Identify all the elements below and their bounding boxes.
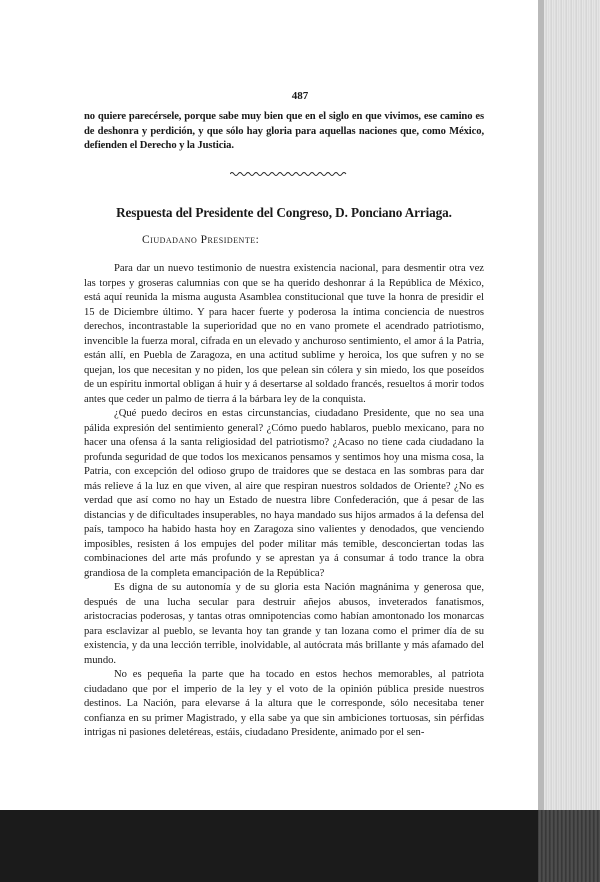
salutation: Ciudadano Presidente: — [142, 234, 260, 246]
speech-body — [84, 262, 484, 741]
intro-paragraph — [84, 110, 484, 154]
paragraph: Para dar un nuevo testimonio de nuestra existencia nacional, para desmentir otra vez las torpes y groseras calumnias con que se ha querido deshonrar á la República de México, está aquí reunida la misma augusta Asamblea constitucional que tuve la honra de presidir el 15 de Diciembre último. Y para hacer fuerte y poderosa la íntima conciencia de nuestros derechos, incontrastable la superioridad que no en vano promete el acendrado patriotismo, invencible la fuerza moral, cifrada en un elevado y anchuroso sentimiento, el amor á la Patria, están allí, en Puebla de Zaragoza, en una actitud sublime y heroica, los que sufren y no se quejan, los que necesitan y no piden, los que pelean sin cólera y sin miedo, los que poseídos de un espíritu inmortal obligan á huir y á desertarse al soldado francés, resueltos á morir todos antes que ceder un palmo de tierra á la bárbara ley de la conquista. — [84, 263, 484, 405]
paragraph: No es pequeña la parte que ha tocado en estos hechos memorables, al patriota ciudadano que por el imperio de la ley y el voto de la opinión pública preside nuestros destinos. La Nación, para elevarse á la altura que le corresponde, sólo necesitaba tener confianza en su primer Magistrado, y ella sabe ya que sin ambiciones tortuosas, sin pérfidas intrigas ni pasiones deletéreas, estáis, ciudadano Presidente, animado por el sen- — [84, 669, 484, 738]
intro-text: no quiere parecérsele, porque sabe muy bien que en el siglo en que vivimos, ese camino es de deshonra y perdición, y que sólo hay gloria para aquellas naciones que, como México, defienden el Derecho y la Justicia. — [84, 111, 484, 151]
scanned-page-edge — [538, 0, 600, 882]
paragraph: Es digna de su autonomía y de su gloria esta Nación magnánima y generosa que, después de una lucha secular para destruir añejos abusos, inveterados fanatismos, aristocracias poderosas, y tantas otras omnipotencias como habían amontonado los monarcas para esclavizar al pueblo, se levanta hoy tan grande y tan lozana como el primer día de su existencia, y da una lección terrible, inolvidable, al autócrata más brillante y más afamado del mundo. — [84, 582, 484, 666]
scan-bottom-shadow — [0, 810, 600, 882]
section-title: Respuesta del Presidente del Congreso, D. Ponciano Arriaga. — [116, 205, 452, 220]
page-number: 487 — [291, 90, 309, 102]
ornamental-divider — [230, 170, 348, 178]
paragraph: ¿Qué puedo deciros en estas circunstancias, ciudadano Presidente, que no sea una pálida expresión del sentimiento general? ¿Cómo puedo hablaros, pueblo mexicano, para no hacer una ofensa á la santa religiosidad del patriotismo? ¿Acaso no tiene cada ciudadano la profunda seguridad de que todos los mexicanos pensamos y sentimos hoy una misma cosa, la Patria, con excepción del odioso grupo de traidores que se destaca en las sombras para dar más relieve á la luz en que viven, al aire que respiran nuestros soldados de Oriente? ¿No es verdad que así como no hay un Estado de nuestra libre Confederación, que á pesar de las distancias y de dificultades insuperables, no haya mandado sus hijos armados á la defensa del país, tampoco ha habido hasta hoy en Zaragoza sino valientes y denodados, que venciendo imposibles, resisten á los empujes del poder militar más temible, desconciertan todas las combinaciones del arte más profundo y se aprestan ya á consumar á todo trance la obra grandiosa de la completa emancipación de la República? — [84, 408, 484, 579]
